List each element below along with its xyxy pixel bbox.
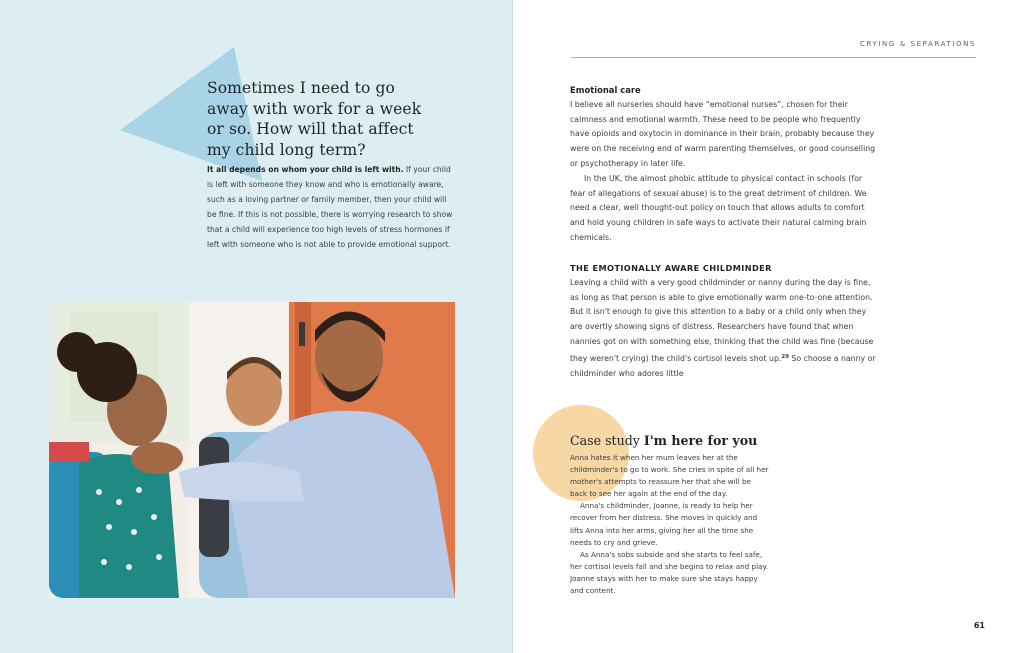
answer-paragraph <box>207 163 457 252</box>
answer-lead: It all depends on whom your child is left with. <box>207 165 404 174</box>
emotional-care-paragraph-1: I believe all nurseries should have “emotional nurses”, chosen for their calmness and emotional warmth. These need to be people who frequently have opioids and oxytocin in dominance in their brain, probably because they were on the receiving end of warm parenting themselves, or good counselling or psychotherapy in later life. <box>570 99 876 168</box>
photo-illustration <box>49 302 455 598</box>
running-head: CRYING & SEPARATIONS <box>860 40 976 48</box>
childminder-text: Leaving a child with a very good childminder or nanny during the day is fine, as long as that person is able to give emotionally warm one-to-one attention. But it isn't enough to give this attention to a baby or a child only when they are overtly showing signs of distress. Researchers have found that when nannies got on with something else, thinking that the child was fine (because they weren't crying) the child's cortisol levels shot up. <box>570 277 874 363</box>
childminder-heading: THE EMOTIONALLY AWARE CHILDMINDER <box>570 263 772 273</box>
page-number: 61 <box>973 621 985 630</box>
case-study-paragraph-3: As Anna's sobs subside and she starts to feel safe, her cortisol levels fall and she begins to relax and play. Joanne stays with her to make sure she stays happy and content. <box>570 549 768 596</box>
case-study-paragraph-2: Anna's childminder, Joanne, is ready to help her recover from her distress. She moves in quickly and lifts Anna into her arms, giving her all the time she needs to cry and grieve. <box>570 501 758 547</box>
reference-number: 29 <box>781 353 789 360</box>
header-divider <box>571 57 976 58</box>
case-study-label: Case study <box>570 433 640 448</box>
childminder-paragraph <box>570 276 880 382</box>
photo-father-with-children <box>49 302 455 598</box>
case-study-name: I'm here for you <box>643 433 758 448</box>
childminder-text-continued: So choose a nanny or childminder who adores little <box>570 353 876 378</box>
case-study-title <box>570 433 757 448</box>
right-page <box>512 0 1024 653</box>
case-study-paragraph-1: Anna hates it when her mum leaves her at the childminder's to go to work. She cries in spite of all her mother's attempts to reassure her that she will be back to see her again at the end of the day. <box>570 453 769 499</box>
question-heading: Sometimes I need to go away with work for a week or so. How will that affect my child long term? <box>207 79 422 159</box>
emotional-care-heading: Emotional care <box>570 85 641 95</box>
answer-text: If your child is left with someone they know and who is emotionally aware, such as a loving partner or family member, then your child will be fine. If this is not possible, there is worrying research to show that a child will experience too high levels of stress hormones if left with someone who is not able to provide emotional support. <box>207 165 453 249</box>
emotional-care-paragraph-2: In the UK, the almost phobic attitude to physical contact in schools (for fear of allegations of sexual abuse) is to the great detriment of children. We need a clear, well thought-out policy on touch that allows adults to comfort and hold young children in safe ways to activate their natural calming brain chemicals. <box>570 173 867 242</box>
childminder-section <box>570 261 880 381</box>
case-study-body <box>570 452 770 597</box>
emotional-care-section <box>570 83 880 246</box>
